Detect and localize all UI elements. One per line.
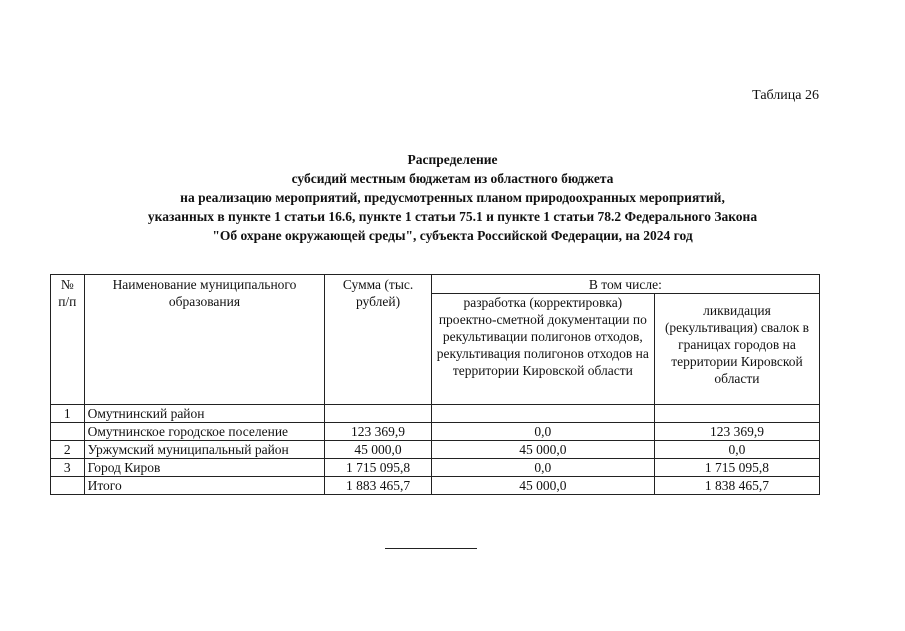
end-rule-divider: [385, 548, 477, 549]
document-heading: [0, 150, 905, 245]
row-num: [51, 477, 85, 495]
table-row: [51, 423, 820, 441]
row-sum: 45 000,0: [325, 441, 431, 459]
header-liquidation: ликвидация (рекультивация) свалок в границах городов на территории Кировской области: [654, 294, 819, 405]
row-name: Омутнинский район: [84, 405, 325, 423]
row-design: 0,0: [431, 459, 654, 477]
header-name: Наименование муниципального образования: [84, 275, 325, 405]
row-sum: 1 715 095,8: [325, 459, 431, 477]
row-liquidation: 123 369,9: [654, 423, 819, 441]
row-name: Уржумский муниципальный район: [84, 441, 325, 459]
heading-line-5: "Об охране окружающей среды", субъекта Российской Федерации, на 2024 год: [212, 228, 693, 243]
row-liquidation: [654, 405, 819, 423]
table-row: [51, 405, 820, 423]
row-sum: 123 369,9: [325, 423, 431, 441]
table-row: [51, 459, 820, 477]
row-design: 0,0: [431, 423, 654, 441]
heading-line-3: на реализацию мероприятий, предусмотренных планом природоохранных мероприятий,: [180, 190, 725, 205]
row-sum: 1 883 465,7: [325, 477, 431, 495]
row-liquidation: 1 838 465,7: [654, 477, 819, 495]
header-design: разработка (корректировка) проектно-сметной документации по рекультивации полигонов отходов, рекультивация полигонов отходов на территории Кировской области: [431, 294, 654, 405]
row-num: 2: [51, 441, 85, 459]
heading-line-2: субсидий местным бюджетам из областного бюджета: [291, 171, 614, 186]
row-design: [431, 405, 654, 423]
heading-line-4: указанных в пункте 1 статьи 16.6, пункте 1 статьи 75.1 и пункте 1 статьи 78.2 Федерального Закона: [147, 209, 758, 224]
row-name: Город Киров: [84, 459, 325, 477]
row-liquidation: 1 715 095,8: [654, 459, 819, 477]
row-num: 1: [51, 405, 85, 423]
row-design: 45 000,0: [431, 477, 654, 495]
row-liquidation: 0,0: [654, 441, 819, 459]
table-row: [51, 441, 820, 459]
total-row: [51, 477, 820, 495]
row-num: 3: [51, 459, 85, 477]
table-number-label: Таблица 26: [752, 88, 819, 103]
heading-line-1: Распределение: [407, 152, 498, 167]
header-num: № п/п: [51, 275, 85, 405]
row-name: Итого: [84, 477, 325, 495]
header-sum: Сумма (тыс. рублей): [325, 275, 431, 405]
row-design: 45 000,0: [431, 441, 654, 459]
row-name: Омутнинское городское поселение: [84, 423, 325, 441]
header-including: В том числе:: [431, 275, 819, 294]
row-sum: [325, 405, 431, 423]
row-num: [51, 423, 85, 441]
subsidy-table: [50, 274, 820, 495]
header-row: [51, 275, 820, 294]
